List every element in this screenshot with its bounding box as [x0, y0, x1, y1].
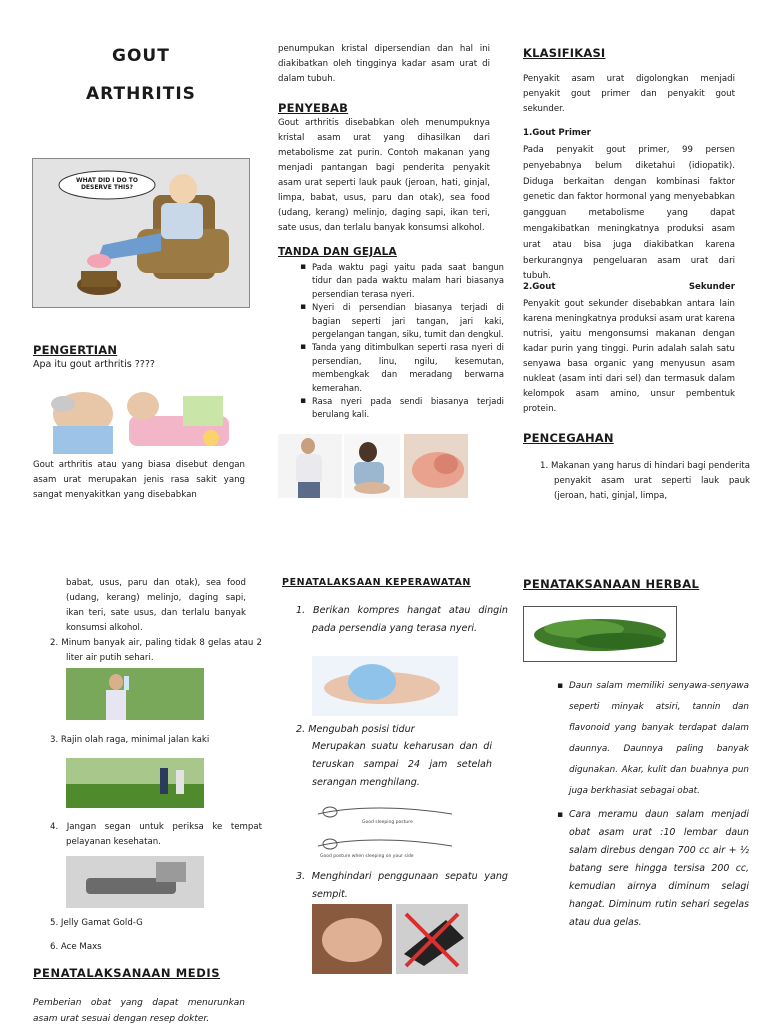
pengertian-text: Gout arthritis atau yang biasa disebut dengan asam urat merupakan jenis rasa sakit yang sangat menyakitkan yang disebabkan: [33, 460, 245, 500]
sleeping-posture-illustration: [312, 802, 462, 864]
penatalaksanaan-medis-text: Pemberian obat yang dapat menurunkan asam urat sesuai dengan resep dokter.: [33, 998, 245, 1024]
warm-compress-photo: [312, 656, 458, 716]
gout-sekunder-heading: [523, 282, 735, 292]
sleeping-caption-1: Good sleeping posture: [362, 820, 413, 825]
pencegahan-item-5: 5. Jelly Gamat Gold-G: [50, 918, 143, 928]
jogging-photo: [66, 758, 204, 808]
list-item: ▪ Nyeri di persendian biasanya terjadi di bagian seperti jari tangan, jari kaki, pergelangan tangan, siku, tumit dan dengkul.: [312, 301, 504, 341]
gout-sekunder-heading-a: 2.Gout: [523, 282, 556, 292]
col2-intro-text: penumpukan kristal dipersendian dan hal ini diakibatkan oleh tingginya kadar asam urat di dalam tubuh.: [278, 44, 490, 84]
sleeping-caption-2: Good posture when sleeping on your side: [320, 854, 414, 859]
pencegahan-item-1: 1. Makanan yang harus di hindari bagi penderita penyakit asam urat seperti lauk pauk (jeroan, hati, ginjal, limpa,: [540, 461, 750, 501]
knee-pain-photo: [344, 434, 400, 498]
title-line-1: GOUT: [112, 46, 170, 66]
keperawatan-item-1: 1. Berikan kompres hangat atau dingin pada persendia yang terasa nyeri.: [296, 605, 508, 634]
penyebab-text: Gout arthritis disebabkan oleh menumpuknya kristal asam urat yang dihasilkan dari metabolisme zat purin. Contoh makanan yang menjadi pantangan bagi penderita penyakit asam urat seperti lauk pauk (jeroan, hati, ginjal, limpa, babat, usus, paru dan otak), sea food (udang, kerang) melinjo, daging sapi, ikan teri, sate usus, dan terlalu banyak konsumsi alkohol.: [278, 118, 490, 233]
pencegahan-item-6: 6. Ace Maxs: [50, 942, 102, 952]
gout-primer-text: Pada penyakit gout primer, 99 persen penyebabnya belum diketahui (idiopatik). Diduga berkaitan dengan kombinasi faktor genetic dan faktor hormonal yang menyebabkan gangguan metabolisme yang dapat mengakibatkan meningkatnya produksi asam urat atau bisa juga diakibatkan karena berkurangnya pengeluaran asam urat dari tubuh.: [523, 145, 735, 282]
cartoon-man-gout-image: [32, 158, 250, 308]
tight-shoe-photo-2: [396, 904, 468, 974]
klasifikasi-text: Penyakit asam urat digolongkan menjadi penyakit gout primer dan penyakit gout sekunder.: [523, 74, 735, 114]
penatalaksaan-keperawatan-heading: PENATALAKSAAN KEPERAWATAN: [282, 577, 471, 588]
penatalaksanaan-medis-heading: PENATALAKSANAAN MEDIS: [33, 966, 221, 980]
speech-bubble-text: WHAT DID I DO TO DESERVE THIS?: [76, 177, 138, 191]
pencegahan-item-3: 3. Rajin olah raga, minimal jalan kaki: [50, 735, 210, 745]
pencegahan-item-2: 2. Minum banyak air, paling tidak 8 gelas atau 2 liter air putih sehari.: [50, 638, 262, 663]
list-item: ▪ Tanda yang ditimbulkan seperti rasa nyeri di persendian, linu, ngilu, kesemutan, membengkak dan meradang berwarna kemerahan.: [312, 341, 504, 395]
tanda-list: [298, 261, 504, 422]
gout-primer-heading: 1.Gout Primer: [523, 128, 591, 138]
cartoon-doctor-patient-image: [33, 386, 243, 456]
health-checkup-photo: [66, 856, 204, 908]
gout-sekunder-heading-b: Sekunder: [688, 282, 735, 292]
bay-leaves-photo: [523, 606, 677, 662]
back-pain-photo: [278, 434, 342, 498]
list-item: ▪ Rasa nyeri pada sendi biasanya terjadi berulang kali.: [312, 395, 504, 422]
pencegahan-heading: PENCEGAHAN: [523, 431, 614, 445]
swollen-foot-photo: [404, 434, 468, 498]
tight-shoe-photo-1: [312, 904, 392, 974]
herbal-list: [555, 676, 749, 932]
gout-sekunder-text: Penyakit gout sekunder disebabkan antara lain karena meningkatnya produksi asam urat karena nutrisi, yaitu mengonsumsi makanan dengan kadar purin yang tinggi. Purin adalah salah satu senyawa basa organic yang menyusun asam nukleat (asam inti dari sel) dan termasuk dalam kelompok asam amino, unsur pembentuk protein.: [523, 299, 735, 414]
penyebab-heading: PENYEBAB: [278, 101, 349, 115]
keperawatan-item-2-text: Merupakan suatu keharusan dan di teruskan sampai 24 jam setelah serangan menghilang.: [312, 741, 492, 788]
pencegahan-item-4: 4. Jangan segan untuk periksa ke tempat pelayanan kesehatan.: [50, 822, 262, 847]
penataksanaan-herbal-heading: PENATAKSANAAN HERBAL: [523, 577, 700, 591]
klasifikasi-heading: KLASIFIKASI: [523, 46, 606, 60]
tanda-heading: TANDA DAN GEJALA: [278, 246, 397, 258]
title-line-2: ARTHRITIS: [86, 84, 196, 104]
list-item: ▪ Pada waktu pagi yaitu pada saat bangun tidur dan pada waktu malam hari biasanya persendian terasa nyeri.: [312, 261, 504, 301]
pencegahan-continued-text: babat, usus, paru dan otak), sea food (udang, kerang) melinjo, daging sapi, ikan teri, sate usus, dan terlalu banyak konsumsi alkohol.: [66, 578, 246, 633]
keperawatan-item-2-title: 2. Mengubah posisi tidur: [296, 724, 415, 735]
drinking-water-photo: [66, 668, 204, 720]
pengertian-question: Apa itu gout arthritis ????: [33, 359, 155, 370]
pengertian-heading: PENGERTIAN: [33, 343, 118, 357]
list-item: ▪ Daun salam memiliki senyawa-senyawa seperti minyak atsiri, tannin dan flavonoid yang banyak terdapat dalam daunnya. Daunnya paling banyak digunakan. Akar, kulit dan buahnya pun juga berkhasiat sebagai obat.: [569, 676, 749, 802]
list-item: ▪ Cara meramu daun salam menjadi obat asam urat :10 lembar daun salam direbus dengan 700 cc air + ½ batang sere hingga tersisa 200 cc, kemudian airnya diminum selagi hangat. Diminum rutin sehari segelas atau dua gelas.: [569, 806, 749, 932]
keperawatan-item-3: 3. Menghindari penggunaan sepatu yang sempit.: [296, 871, 508, 900]
